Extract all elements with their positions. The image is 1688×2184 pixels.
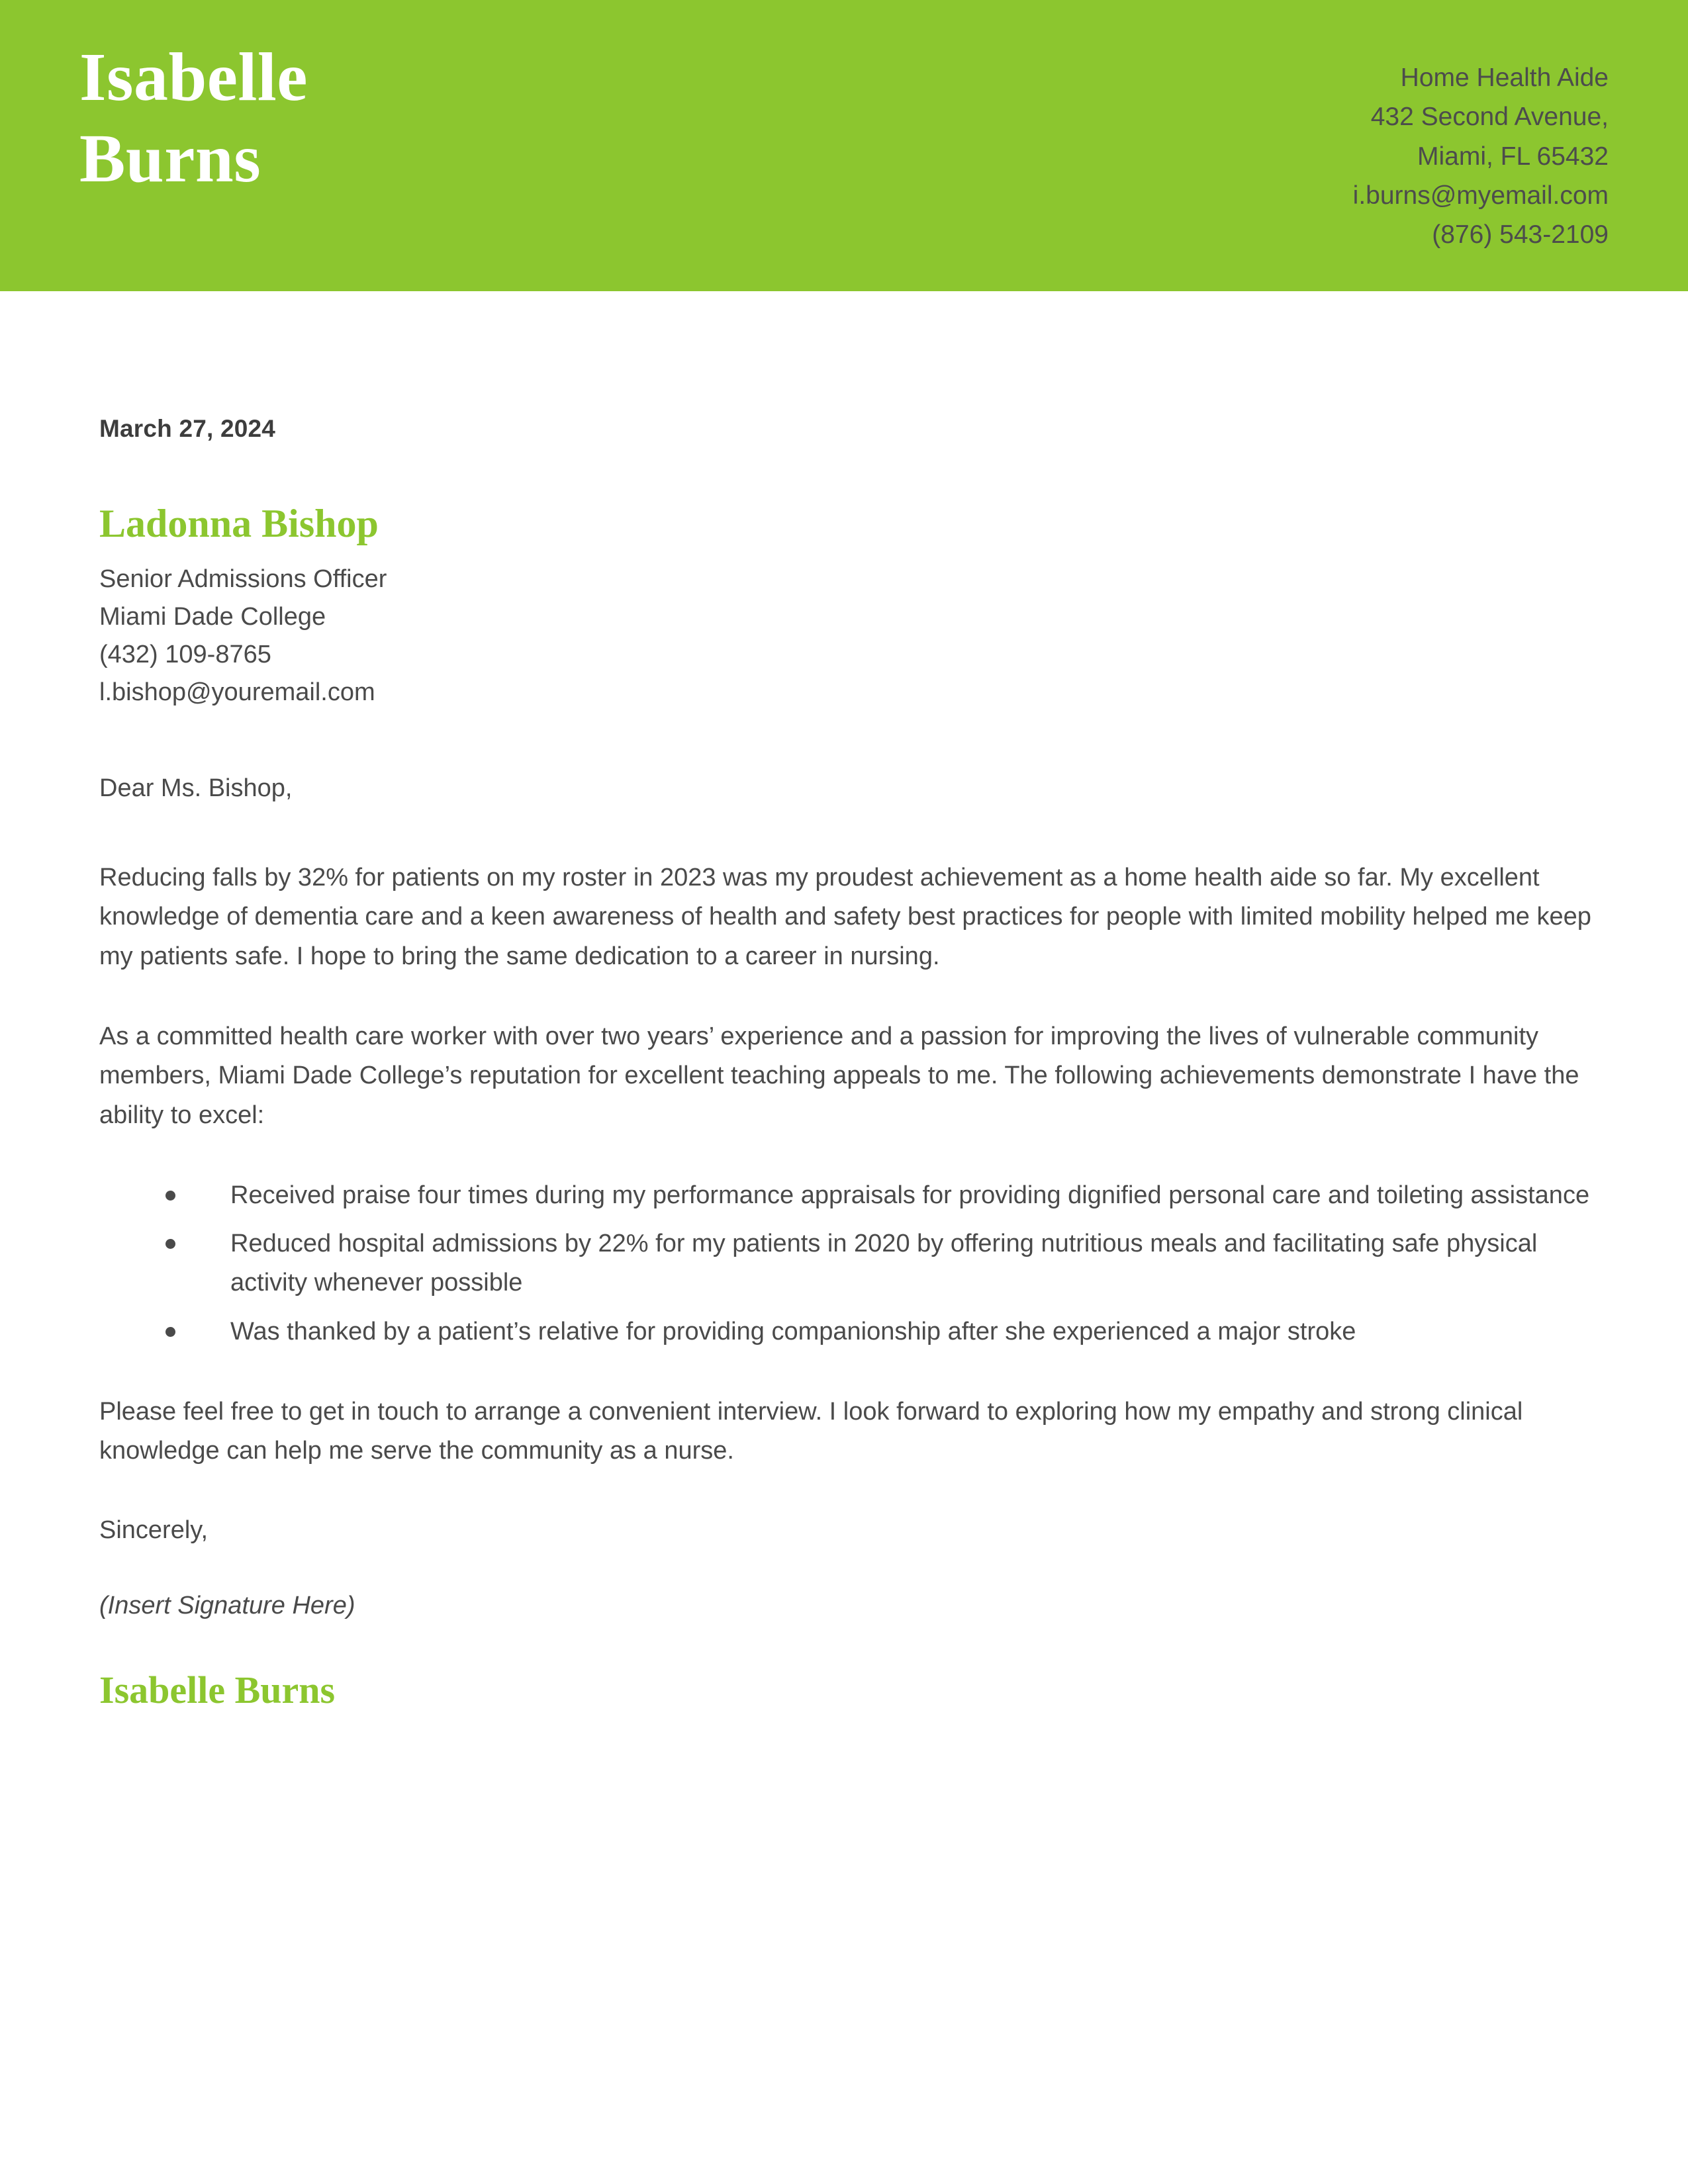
recipient-details	[99, 561, 1592, 711]
applicant-address-line-2: Miami, FL 65432	[1417, 142, 1609, 171]
signature-name: Isabelle Burns	[99, 1668, 336, 1711]
applicant-job-title: Home Health Aide	[1400, 64, 1609, 92]
header-band	[0, 0, 1688, 291]
list-item	[165, 1224, 1592, 1303]
list-item-text: Reduced hospital admissions by 22% for my patients in 2020 by offering nutritious meals and facilitating safe physical activity whenever possible	[230, 1230, 1538, 1297]
bullet-dot-icon	[165, 1191, 175, 1201]
applicant-contact-block	[1353, 58, 1609, 254]
applicant-email: i.burns@myemail.com	[1352, 181, 1609, 210]
list-item	[165, 1176, 1592, 1215]
bullet-dot-icon	[165, 1327, 175, 1337]
letter-paragraph-2: As a committed health care worker with over two years’ experience and a passion for improving the lives of vulnerable community members, Miami Dade College’s reputation for excellent teaching appeals to me. The following achievements demonstrate I have the ability to excel:	[99, 1022, 1579, 1129]
letter-date: March 27, 2024	[99, 415, 276, 442]
bullet-dot-icon	[165, 1239, 175, 1249]
letter-paragraph-1: Reducing falls by 32% for patients on my roster in 2023 was my proudest achievement as a home health aide so far. My excellent knowledge of dementia care and a keen awareness of health and safety best practices for people with limited mobility helped me keep my patients safe. I hope to bring the same dedication to a career in nursing.	[99, 864, 1591, 970]
applicant-first-name: Isabelle	[79, 39, 308, 115]
recipient-phone: (432) 109-8765	[99, 641, 271, 669]
letter-closing: Sincerely,	[99, 1516, 209, 1545]
applicant-last-name: Burns	[79, 120, 261, 197]
applicant-phone: (876) 543-2109	[1432, 220, 1609, 250]
achievements-list	[99, 1176, 1592, 1351]
letter-salutation: Dear Ms. Bishop,	[99, 774, 293, 803]
applicant-address-line-1: 432 Second Avenue,	[1370, 103, 1609, 132]
list-item-text: Received praise four times during my performance appraisals for providing dignified personal care and toileting assistance	[230, 1181, 1590, 1209]
recipient-email: l.bishop@youremail.com	[99, 678, 375, 707]
letter-paragraph-3: Please feel free to get in touch to arrange a convenient interview. I look forward to exploring how my empathy and strong clinical knowledge can help me serve the community as a nurse.	[99, 1397, 1523, 1465]
list-item	[165, 1312, 1592, 1351]
list-item-text: Was thanked by a patient’s relative for providing companionship after she experienced a major stroke	[230, 1317, 1356, 1345]
recipient-organization: Miami Dade College	[99, 603, 326, 631]
recipient-name: Ladonna Bishop	[99, 502, 379, 546]
recipient-title: Senior Admissions Officer	[99, 565, 387, 594]
letter-body	[99, 410, 1592, 1711]
applicant-name-heading	[79, 37, 808, 199]
signature-placeholder: (Insert Signature Here)	[99, 1592, 355, 1620]
